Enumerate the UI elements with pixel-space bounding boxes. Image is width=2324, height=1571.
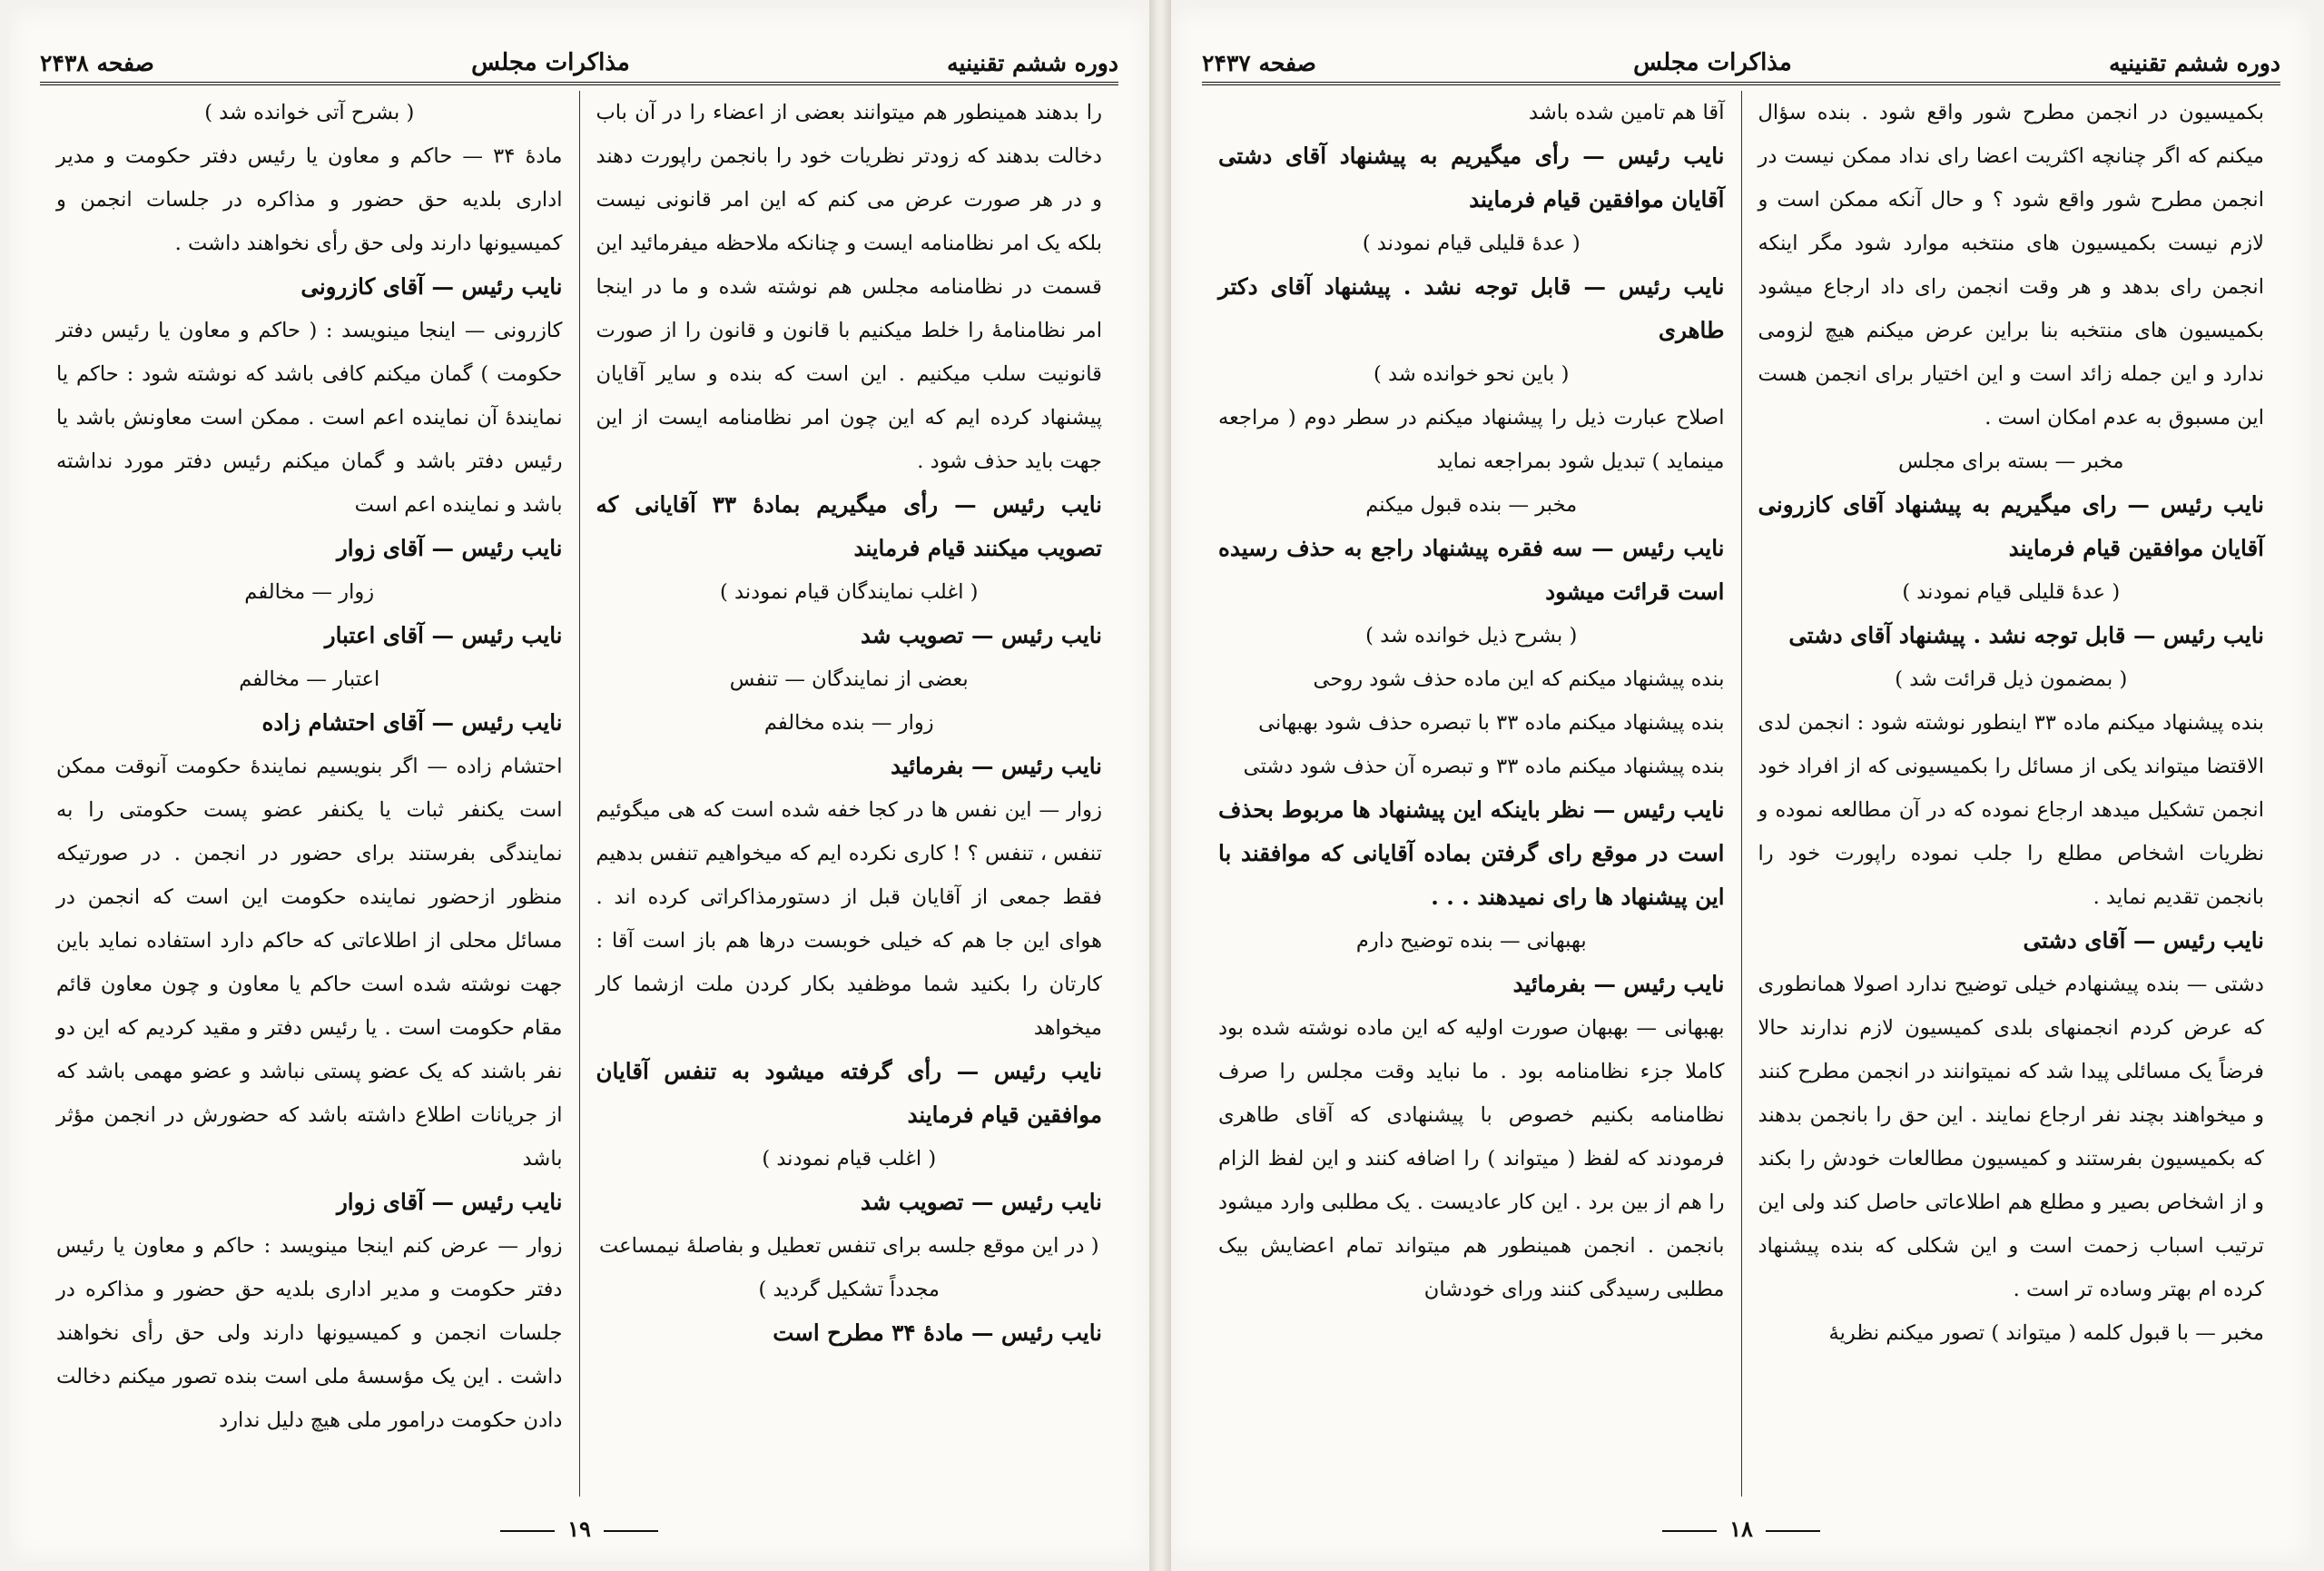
column-right bbox=[580, 91, 1119, 1497]
text-columns bbox=[40, 91, 1118, 1497]
speaker-line: نایب رئیس — رأی گرفته میشود به تنفس آقایان موافقین قیام فرمایند bbox=[596, 1058, 1102, 1128]
header-page-number: صفحه ۲۴۳۷ bbox=[1202, 50, 1316, 76]
speaker-line: نایب رئیس — آقای کازرونی bbox=[300, 273, 563, 300]
speaker-line: نایب رئیس — آقای احتشام زاده bbox=[261, 709, 563, 736]
centered-note: اعتبار — مخالفم bbox=[239, 667, 380, 691]
header-title: مذاکرات مجلس bbox=[471, 49, 630, 76]
centered-note: ( عدهٔ قلیلی قیام نمودند ) bbox=[1902, 580, 2121, 604]
paragraph: اصلاح عبارت ذیل را پیشنهاد میکنم در سطر دوم ( مراجعه مینماید ) تبدیل شود بمراجعه نماید bbox=[1218, 406, 1725, 473]
column-right bbox=[1742, 91, 2281, 1497]
speaker-line: نایب رئیس — رأی میگیریم به پیشنهاد آقای دشتی آقایان موافقین قیام فرمایند bbox=[1218, 143, 1725, 212]
paragraph: بنده پیشنهاد میکنم ماده ۳۳ و تبصره آن حذف شود دشتی bbox=[1243, 755, 1725, 778]
centered-note: ( اغلب نمایندگان قیام نمودند ) bbox=[720, 580, 979, 604]
paragraph: کازرونی — اینجا مینویسد : ( حاکم و معاون یا رئیس دفتر حکومت ) گمان میکنم کافی باشد که نوشته شود : حاکم یا نمایندهٔ آن نماینده اعم است . ممکن است معاونش باشد یا رئیس دفتر باشد و گمان میکنم رئیس دفتر مورد نداشته باشد و نماینده اعم است bbox=[56, 319, 563, 517]
column-left bbox=[1202, 91, 1742, 1497]
centered-note: زوار — مخالفم bbox=[244, 580, 375, 604]
centered-note: ( اغلب قیام نمودند ) bbox=[762, 1147, 937, 1171]
header-page-number: صفحه ۲۴۳۸ bbox=[40, 50, 154, 76]
header-session: دوره ششم تقنینیه bbox=[947, 50, 1118, 76]
centered-note: بعضی از نمایندگان — تنفس bbox=[729, 667, 969, 691]
paragraph: بنده پیشنهاد میکنم ماده ۳۳ اینطور نوشته شود : انجمن لدی الاقتضا میتواند یکی از مسائل را بکمیسیونی که از افراد خود انجمن تشکیل میدهد ارجاع نموده که در آن مطالعه نموده و نظریات اشخاص مطلع را جلب نموده راپورت خود را بانجمن تقدیم نماید . bbox=[1758, 711, 2265, 909]
paragraph: زوار — عرض کنم اینجا مینویسد : حاکم و معاون یا رئیس دفتر حکومت و مدیر اداری بلدیه حق حضور و مذاکره در جلسات انجمن و کمیسیونها دارند ولی حق رأی نخواهند داشت . این یک مؤسسهٔ ملی است بنده تصور میکنم دخالت دادن حکومت درامور ملی هیچ دلیل ندارد bbox=[56, 1234, 563, 1432]
centered-note: ( باین نحو خوانده شد ) bbox=[1374, 362, 1570, 386]
speaker-line: نایب رئیس — قابل توجه نشد . پیشنهاد آقای دشتی bbox=[1788, 622, 2264, 648]
left-page bbox=[9, 7, 1149, 1562]
paragraph: دشتی — بنده پیشنهادم خیلی توضیح ندارد اصولا همانطوری که عرض کردم انجمنهای بلدی کمیسیون لازم ندارند حالا فرضاً یک مسائلی پیدا شد که نمیتوانند در انجمن مطرح کنند و میخواهند بچند نفر ارجاع نمایند . این حق را بانجمن بدهند که بکمیسیون بفرستند و کمیسیون مطالعات خودش را بکند و از اشخاص بصیر و مطلع هم اطلاعاتی حاصل کند ولی این ترتیب اسباب زحمت است و این شکلی که بنده پیشنهاد کرده ام بهتر وساده تر است . bbox=[1758, 973, 2264, 1301]
speaker-line: نایب رئیس — مادهٔ ۳۴ مطرح است bbox=[773, 1319, 1102, 1346]
speaker-line: نایب رئیس — سه فقره پیشنهاد راجع به حذف رسیده است قرائت میشود bbox=[1218, 535, 1725, 605]
paragraph: احتشام زاده — اگر بنویسیم نمایندهٔ حکومت آنوقت ممکن است یکنفر ثبات یا یکنفر عضو پست حکومتی را به نمایندگی بفرستند برای حضور در انجمن . در صورتیکه منظور ازحضور نماینده حکومت این است که انجمن در مسائل محلی از اطلاعاتی که حاکم دارد استفاده نماید باین جهت نوشته شده است حاکم یا معاون و چون معاون قائم مقام حکومت است . یا رئیس دفتر و مقید کردیم که این دو نفر باشند که یک عضو پستی نباشد و عضو مهمی باشد که از جریانات اطلاع داشته باشد که حضورش در انجمن مؤثر باشد bbox=[56, 755, 563, 1171]
page-header bbox=[40, 35, 1118, 85]
centered-note: مخبر — بسته برای مجلس bbox=[1898, 450, 2124, 473]
speaker-line: نایب رئیس — آقای زوار bbox=[336, 1189, 563, 1215]
speaker-line: نایب رئیس — تصویب شد bbox=[860, 1189, 1102, 1215]
paragraph: بهبهانی — بهبهان صورت اولیه که این ماده نوشته شده بود کاملا جزء نظامنامه بود . ما نباید وقت مجلس را صرف نظامنامه بکنیم خصوص با پیشنهادی که آقای طاهری فرمودند که لفظ ( میتواند ) را اضافه کنند و این لفظ الزام را هم از بین برد . این کار عادیست . یک مطلبی وارد میشود بانجمن . انجمن همینطور هم میتواند تمام اعضایش بیک مطلبی رسیدگی کنند ورای خودشان bbox=[1218, 1016, 1725, 1301]
page-footer bbox=[1171, 1516, 2311, 1542]
book-gutter bbox=[1149, 0, 1171, 1571]
speaker-line: نایب رئیس — رأی میگیریم بمادهٔ ۳۳ آقایانی که تصویب میکنند قیام فرمایند bbox=[596, 491, 1102, 561]
centered-note: ( بشرح ذیل خوانده شد ) bbox=[1365, 624, 1578, 647]
paragraph: را بدهند همینطور هم میتوانند بعضی از اعضاء را در آن باب دخالت بدهند که زودتر نظریات خود را بانجمن راپورت دهند و در هر صورت عرض می کنم که این امر قانونی نیست بلکه یک امر نظامنامه ایست و چنانکه ملاحظه میفرمائید این قسمت در نظامنامه مجلس هم نوشته شده و ما در اینجا امر نظامنامهٔ را خلط میکنیم با قانون و قانون را از صورت قانونیت سلب میکنیم . این است که بنده و سایر آقایان پیشنهاد کرده ایم که این چون امر نظامنامه ایست از این جهت باید حذف شود . bbox=[596, 101, 1102, 473]
paragraph: بکمیسیون در انجمن مطرح شور واقع شود . بنده سؤال میکنم که اگر چنانچه اکثریت اعضا رای نداد ممکن نیست در انجمن مطرح شور واقع شود ؟ و حال آنکه ممکن است و لازم نیست بکمیسیون های منتخبه موارد شود مگر اینکه انجمن رای بدهد و هر وقت انجمن رای داد ارجاع میشود بکمیسیون های منتخبه بنا براین عرض میکنم هیچ لزومی ندارد و این جمله زائد است و این اختیار برای انجمن هست این مسبوق به عدم امکان است . bbox=[1758, 101, 2264, 430]
header-session: دوره ششم تقنینیه bbox=[2109, 50, 2280, 76]
footer-page-number: ۱۹ bbox=[567, 1516, 591, 1542]
page-header bbox=[1202, 35, 2280, 85]
paragraph: بنده پیشنهاد میکنم ماده ۳۳ با تبصره حذف شود بهبهانی bbox=[1258, 711, 1725, 735]
paragraph: آقا هم تامین شده باشد bbox=[1528, 101, 1725, 124]
speaker-line: نایب رئیس — آقای زوار bbox=[336, 535, 563, 561]
centered-note: ( عدهٔ قلیلی قیام نمودند ) bbox=[1362, 232, 1581, 255]
centered-note: مخبر — بنده قبول میکنم bbox=[1365, 493, 1578, 517]
speaker-line: نایب رئیس — بفرمائید bbox=[1512, 971, 1725, 997]
right-page bbox=[1171, 7, 2311, 1562]
text-columns bbox=[1202, 91, 2280, 1497]
speaker-line: نایب رئیس — قابل توجه نشد . پیشنهاد آقای دکتر طاهری bbox=[1218, 273, 1725, 343]
paragraph: زوار — این نفس ها در کجا خفه شده است که هی میگوئیم تنفس ، تنفس ؟ ! کاری نکرده ایم که میخواهیم تنفس بدهیم فقط جمعی از آقایان قبل از دستورمذاکراتی کرده اند . هوای این جا هم که خیلی خوبست درها هم باز است آقا : کارتان را بکنید شما موظفید بکار کردن ملت ازشما کار میخواهد bbox=[596, 798, 1102, 1040]
centered-note: ( در این موقع جلسه برای تنفس تعطیل و بفاصلهٔ نیمساعت مجدداً تشکیل گردید ) bbox=[598, 1234, 1099, 1301]
speaker-line: نایب رئیس — نظر باینکه این پیشنهاد ها مربوط بحذف است در موقع رای گرفتن بماده آقایانی که موافقند با این پیشنهاد ها رای نمیدهند . . . bbox=[1218, 796, 1725, 910]
speaker-line: نایب رئیس — رای میگیریم به پیشنهاد آقای کازرونی آقایان موافقین قیام فرمایند bbox=[1758, 491, 2264, 561]
speaker-line: نایب رئیس — آقای دشتی bbox=[2023, 927, 2264, 953]
centered-note: ( بشرح آتی خوانده شد ) bbox=[204, 101, 415, 124]
footer-page-number: ۱۸ bbox=[1729, 1516, 1753, 1542]
paragraph: مخبر — با قبول کلمه ( میتواند ) تصور میکنم نظریهٔ bbox=[1828, 1321, 2264, 1345]
centered-note: بهبهانی — بنده توضیح دارم bbox=[1355, 929, 1587, 953]
centered-note: زوار — بنده مخالفم bbox=[763, 711, 934, 735]
header-title: مذاکرات مجلس bbox=[1633, 49, 1792, 76]
centered-note: ( بمضمون ذیل قرائت شد ) bbox=[1895, 667, 2128, 691]
page-footer bbox=[9, 1516, 1149, 1542]
speaker-line: نایب رئیس — بفرمائید bbox=[891, 753, 1102, 779]
paragraph: مادهٔ ۳۴ — حاکم و معاون یا رئیس دفتر حکومت و مدیر اداری بلدیه حق حضور و مذاکره در جلسات انجمن و کمیسیونها دارند ولی حق رأی نخواهند داشت . bbox=[56, 144, 563, 255]
paragraph: بنده پیشنهاد میکنم که این ماده حذف شود روحی bbox=[1313, 667, 1725, 691]
column-left bbox=[40, 91, 580, 1497]
speaker-line: نایب رئیس — آقای اعتبار bbox=[324, 622, 563, 648]
speaker-line: نایب رئیس — تصویب شد bbox=[860, 622, 1102, 648]
